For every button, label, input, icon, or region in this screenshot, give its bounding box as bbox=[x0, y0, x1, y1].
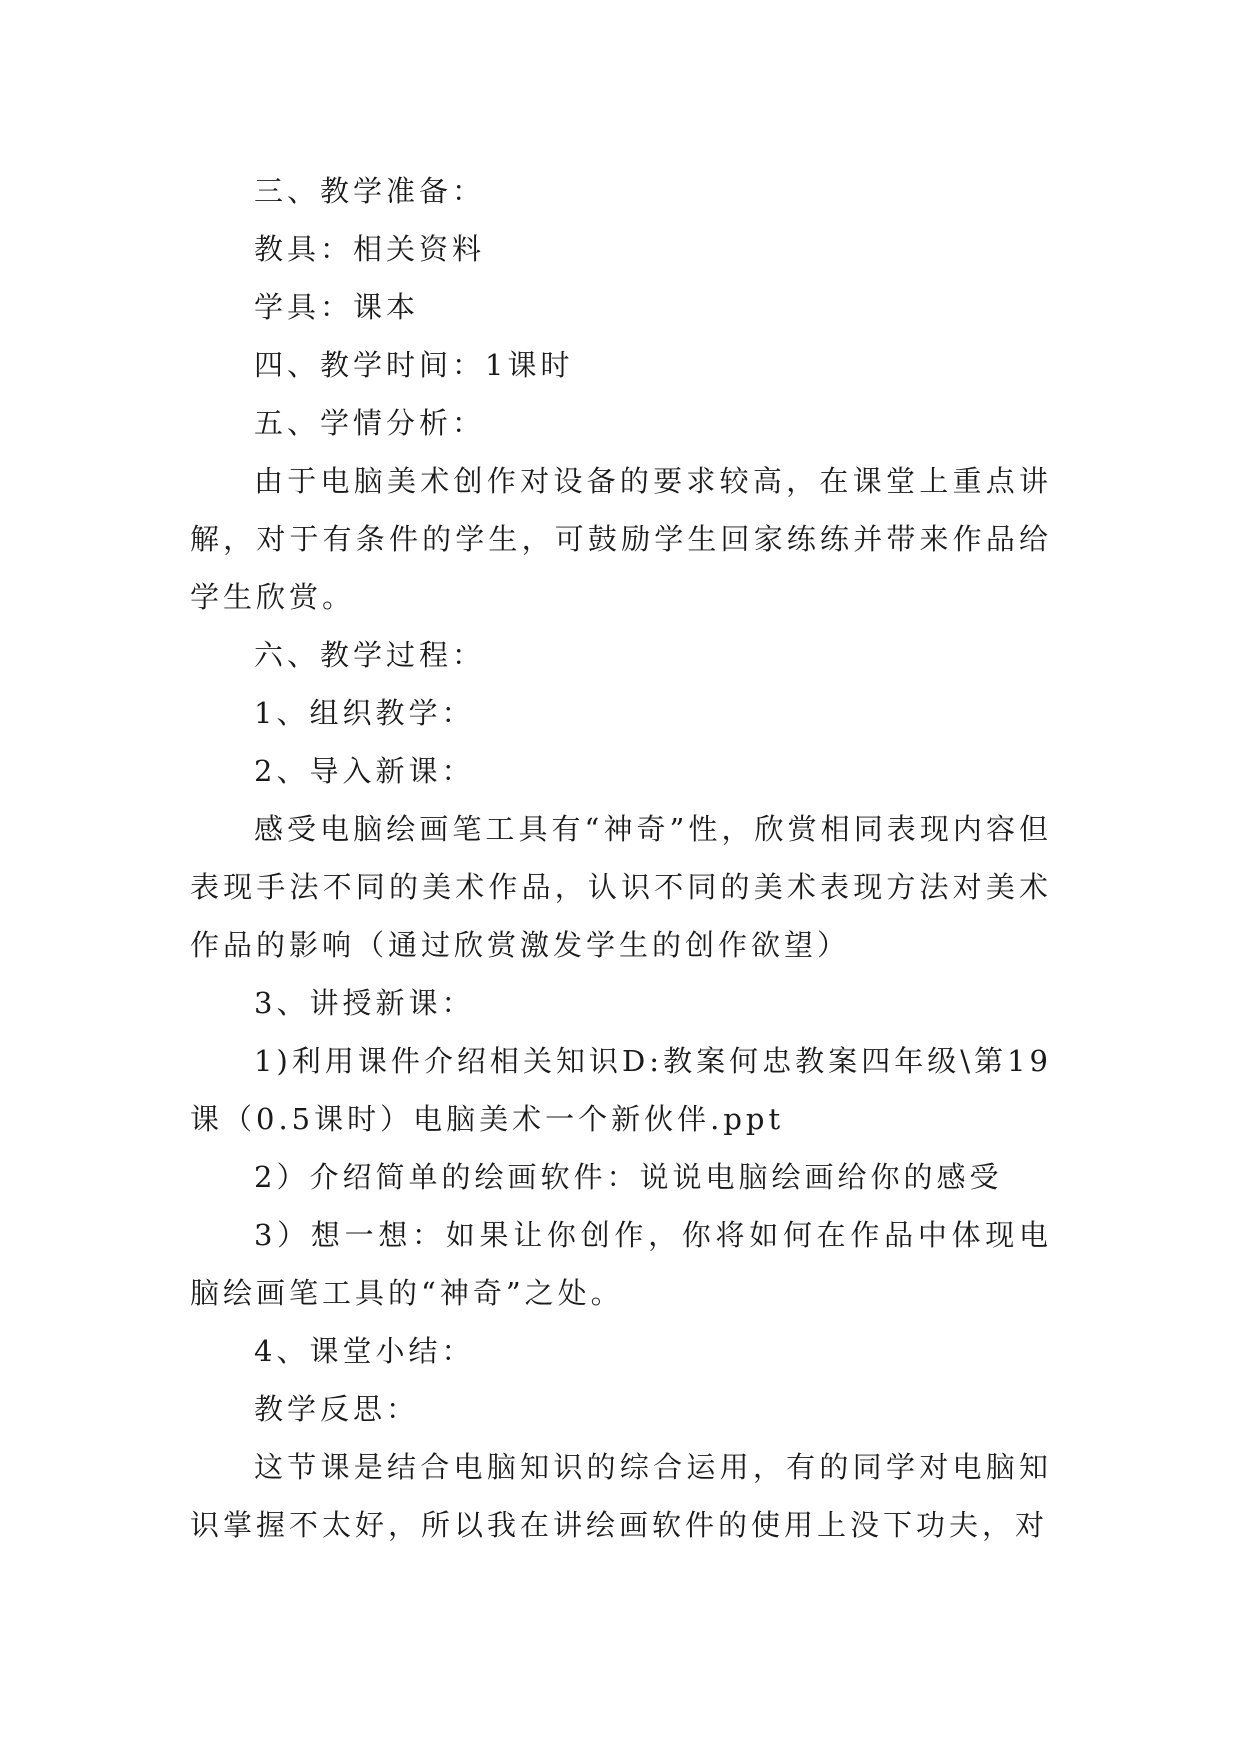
step-organize: 1、组织教学： bbox=[254, 696, 475, 730]
analysis-paragraph: 由于电脑美术创作对设备的要求较高，在课堂上重点讲解，对于有条件的学生，可鼓励学生回家练练并带来作品给学生欣赏。 bbox=[190, 464, 1052, 614]
learning-aids-line: 学具：课本 bbox=[254, 290, 420, 324]
section-heading-preparation: 三、教学准备： bbox=[254, 174, 486, 208]
document-body bbox=[190, 162, 1052, 1554]
step-introduce: 2、导入新课： bbox=[254, 754, 475, 788]
teach-item-1: 1)利用课件介绍相关知识D:教案何忠教案四年级\第19课（0.5课时）电脑美术一个新伙伴.ppt bbox=[190, 1044, 1052, 1136]
step-summary: 4、课堂小结： bbox=[254, 1334, 475, 1368]
section-heading-analysis: 五、学情分析： bbox=[254, 406, 486, 440]
teach-item-2: 2）介绍简单的绘画软件：说说电脑绘画给你的感受 bbox=[254, 1160, 1003, 1194]
section-heading-process: 六、教学过程： bbox=[254, 638, 486, 672]
teach-item-3: 3）想一想：如果让你创作，你将如何在作品中体现电脑绘画笔工具的“神奇”之处。 bbox=[190, 1218, 1052, 1310]
introduce-paragraph: 感受电脑绘画笔工具有“神奇”性，欣赏相同表现内容但表现手法不同的美术作品，认识不同的美术表现方法对美术作品的影响（通过欣赏激发学生的创作欲望） bbox=[190, 812, 1052, 962]
section-heading-reflection: 教学反思： bbox=[254, 1392, 420, 1426]
section-heading-time: 四、教学时间：1课时 bbox=[254, 348, 574, 382]
step-teach: 3、讲授新课： bbox=[254, 986, 475, 1020]
reflection-paragraph: 这节课是结合电脑知识的综合运用，有的同学对电脑知识掌握不太好，所以我在讲绘画软件的使用上没下功夫，对 bbox=[190, 1450, 1052, 1542]
teaching-aids-line: 教具：相关资料 bbox=[254, 232, 486, 266]
